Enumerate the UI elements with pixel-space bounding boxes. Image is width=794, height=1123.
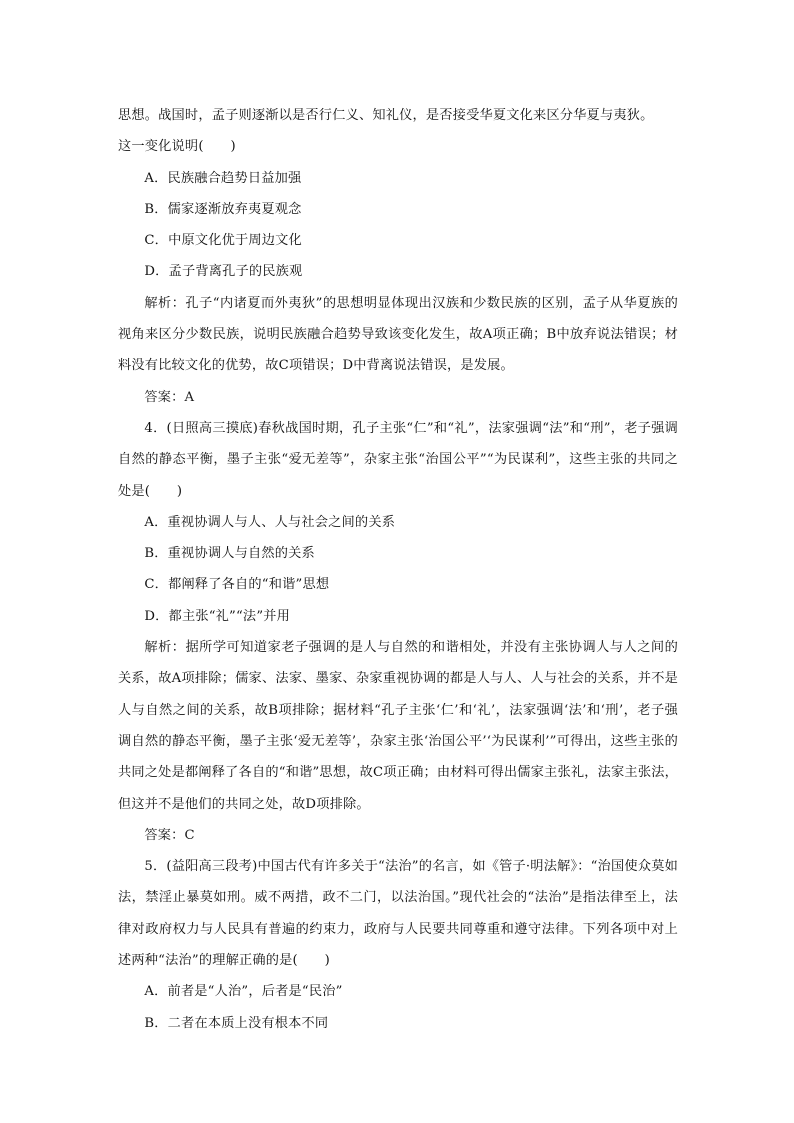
q3-option-d: D．孟子背离孔子的民族观 bbox=[144, 264, 303, 280]
q4-option-c: C．都阐释了各自的“和谐”思想 bbox=[144, 577, 330, 593]
q4-analysis: 解析：据所学可知道家老子强调的是人与自然的和谐相处，并没有主张协调人与人之间的关系，故A项排除；儒家、法家、墨家、杂家重视协调的都是人与人、人与社会的关系，并不是人与自然之间的关系，故B项排除；据材料“孔子主张‘仁’和‘礼’，法家强调‘法’和‘刑’，老子强调自然的静态平衡，墨子主张‘爱无差等’，杂家主张‘治国公平’‘为民谋利’”可得出，这些主张的共同之处是都阐释了各自的“和谐”思想，故C项正确；由材料可得出儒家主张礼，法家主张法，但这并不是他们的共同之处，故D项排除。 bbox=[118, 640, 678, 812]
q5-option-b: B．二者在本质上没有根本不同 bbox=[144, 1015, 329, 1031]
q5-option-a: A．前者是“人治”，后者是“民治” bbox=[144, 984, 343, 1000]
q3-stem-line2: 这一变化说明( ) bbox=[118, 139, 236, 155]
q3-option-a: A．民族融合趋势日益加强 bbox=[144, 170, 302, 186]
q5-stem: 5．(益阳高三段考)中国古代有许多关于“法治”的名言，如《管子·明法解》：“治国使众莫如法，禁淫止暴莫如刑。威不两措，政不二门，以法治国。”现代社会的“法治”是指法律至上，法律对政府权力与人民具有普遍的约束力，政府与人民要共同尊重和遵守法律。下列各项中对上述两种“法治”的理解正确的是( ) bbox=[118, 859, 678, 969]
q4-answer: 答案：C bbox=[144, 827, 195, 843]
q3-stem-line1: 思想。战国时，孟子则逐渐以是否行仁义、知礼仪，是否接受华夏文化来区分华夏与夷狄。 bbox=[118, 108, 654, 123]
q4-option-b: B．重视协调人与自然的关系 bbox=[144, 546, 315, 562]
q3-answer: 答案：A bbox=[144, 389, 195, 405]
q4-stem: 4．(日照高三摸底)春秋战国时期，孔子主张“仁”和“礼”，法家强调“法”和“刑”，老子强调自然的静态平衡，墨子主张“爱无差等”，杂家主张“治国公平”“为民谋利”，这些主张的共同之处是( ) bbox=[118, 420, 678, 499]
q3-option-b: B．儒家逐渐放弃夷夏观念 bbox=[144, 201, 302, 217]
q3-analysis: 解析：孔子“内诸夏而外夷狄”的思想明显体现出汉族和少数民族的区别，孟子从华夏族的视角来区分少数民族，说明民族融合趋势导致该变化发生，故A项正确；B中放弃说法错误；材料没有比较文化的优势，故C项错误；D中背离说法错误，是发展。 bbox=[118, 295, 678, 374]
page-content bbox=[118, 100, 678, 1039]
q3-option-c: C．中原文化优于周边文化 bbox=[144, 233, 302, 249]
q4-option-a: A．重视协调人与人、人与社会之间的关系 bbox=[144, 514, 396, 530]
q4-option-d: D．都主张“礼”“法”并用 bbox=[144, 608, 291, 624]
